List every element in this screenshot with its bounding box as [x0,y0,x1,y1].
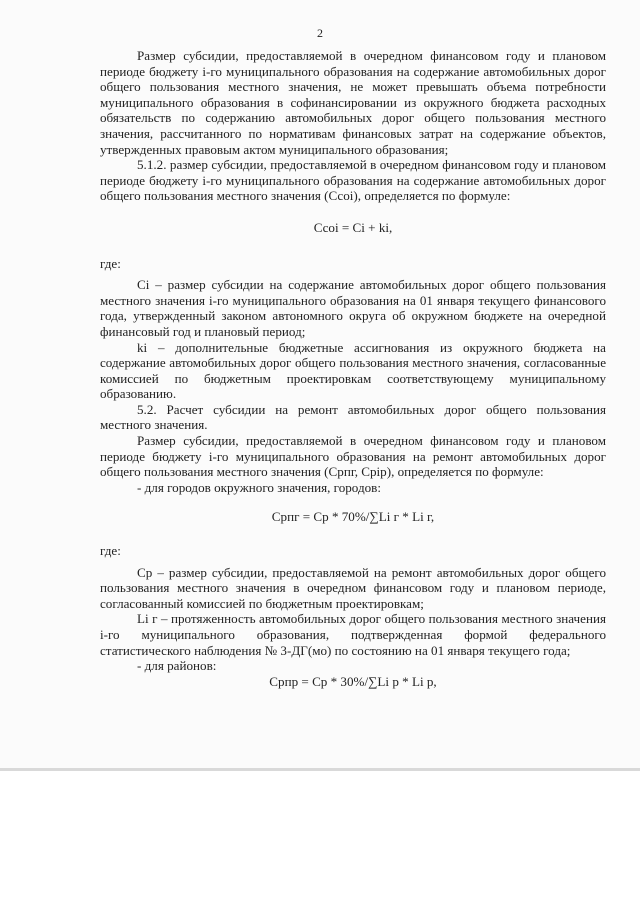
formula-districts: Српр = Ср * 30%/∑Li р * Li р, [269,673,437,689]
formula-cities: Српг = Ср * 70%/∑Li г * Li г, [271,509,435,525]
section-5-2-heading: 5.2. Расчет субсидии на ремонт автомобильных дорог общего пользования местного значения. [100,401,606,433]
paragraph-5-1-2: 5.1.2. размер субсидии, предоставляемой в очередном финансовом году и плановом периоде бюджету i-го муниципального образования на содержание автомобильных дорог общего пользования местного значения (Ссоi), определяется по формуле: [100,157,606,204]
paragraph-repair-subsidy: Размер субсидии, предоставляемой в очередном финансовом году и плановом периоде бюджету i-го муниципального образования на ремонт автомобильных дорог общего пользования местного значения (Српг, Сpip), определяется по формуле: [100,433,606,480]
page-number: 2 [317,26,323,40]
definition-ci: Сi – размер субсидии на содержание автомобильных дорог общего пользования местного значения i-го муниципального образования на 01 января текущего финансового года, утвержденный законом автономного округа об окружном бюджете на очередной финансовый год и плановый период; [100,277,606,339]
where-label-2: где: [100,543,121,559]
definition-ki: ki – дополнительные бюджетные ассигнования из окружного бюджета на содержание автомобильных дорог общего пользования местного значения, согласованные комиссией по бюджетным проектировкам соответствующему муниципальному образованию. [100,339,606,402]
definition-cp: Ср – размер субсидии, предоставляемой на ремонт автомобильных дорог общего пользования местного значения в очередном финансовом году и плановом периоде, согласованный комиссией по бюджетным проектировкам; [100,564,606,611]
districts-label: - для районов: [137,658,217,674]
cities-label: - для городов окружного значения, городов: [137,479,382,495]
where-label: где: [100,255,121,271]
paragraph-subsidy-limit: Размер субсидии, предоставляемой в очередном финансовом году и плановом периоде бюджету i-го муниципального образования на содержание автомобильных дорог общего пользования местного значения, не может превышать объема потребности муниципального образования в софинансировании из окружного бюджета расходных обязательств по содержанию автомобильных дорог общего пользования местного значения, рассчитанного по нормативам финансовых затрат на содержание объектов, утвержденных правовым актом муниципального образования; [100,48,606,157]
page-edge [0,768,640,771]
document-body [100,48,606,689]
formula-maintenance: Ссоi = Сi + ki, [313,219,393,235]
definition-li-g: Li г – протяженность автомобильных дорог общего пользования местного значения i-го муниципального образования, подтвержденная формой федерального статистического наблюдения № 3-ДГ(мо) по состоянию на 01 января текущего года; [100,611,606,658]
